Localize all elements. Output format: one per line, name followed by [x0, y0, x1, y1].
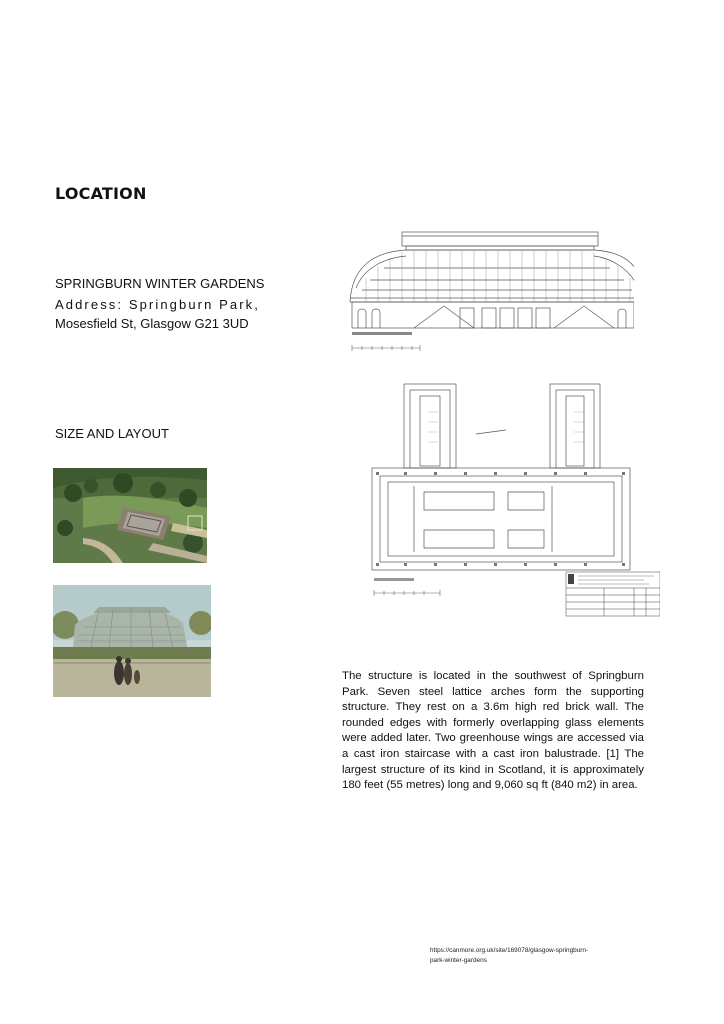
address-line-2: Mosesfield St, Glasgow G21 3UD	[55, 316, 249, 331]
aerial-photo	[53, 468, 207, 563]
description-paragraph: The structure is located in the southwest of Springburn Park. Seven steel lattice arches form the supporting structure. They rest on a 3.6m high red brick wall. The rounded edges with formerly overlapping glass elements were added later. Two greenhouse wings are accessed via a cast iron staircase with a cast iron balustrade. [1] The largest structure of its kind in Scotland, it is approximately 180 feet (55 metres) long and 9,060 sq ft (840 m2) in area.	[342, 670, 644, 792]
address-line-1: Address: Springburn Park,	[55, 297, 260, 312]
historic-postcard	[53, 585, 211, 697]
floor-plan-drawing	[344, 382, 660, 617]
section-title: SIZE AND LAYOUT	[55, 426, 169, 441]
building-name: SPRINGBURN WINTER GARDENS	[55, 276, 265, 291]
page-heading: LOCATION	[55, 184, 147, 203]
elevation-drawing	[344, 222, 634, 355]
source-link[interactable]: https://canmore.org.uk/site/169078/glasgow-springburn-park-winter-gardens	[430, 947, 589, 964]
